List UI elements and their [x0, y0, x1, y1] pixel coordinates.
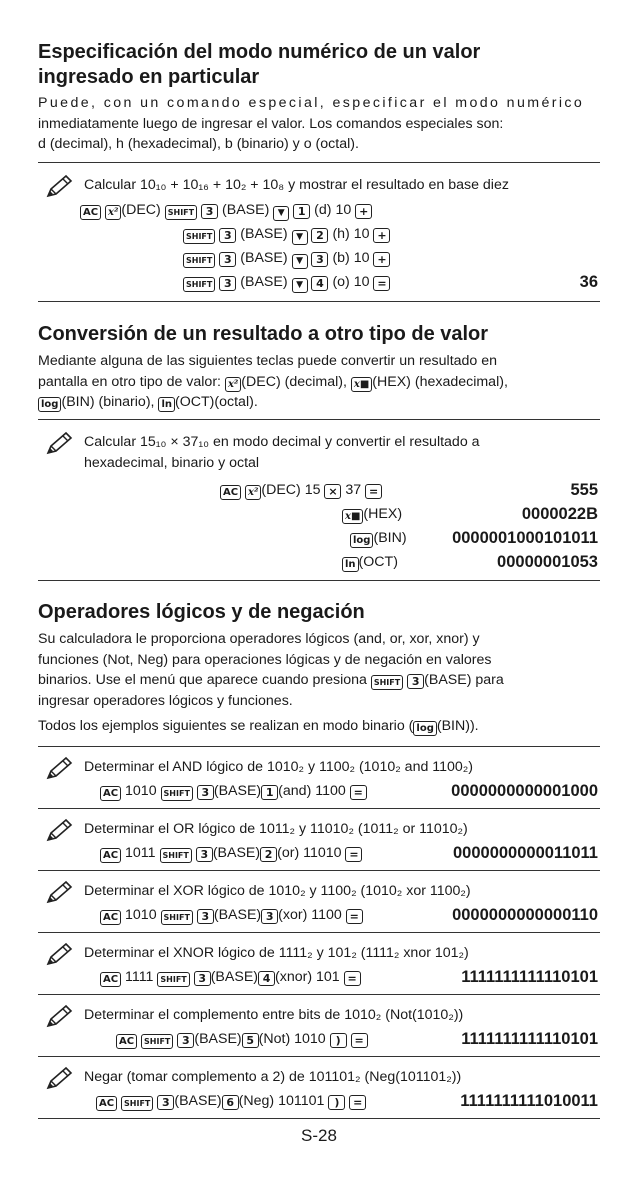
shift-key: SHIFT	[371, 675, 403, 690]
pencil-icon	[44, 818, 74, 842]
paragraph: binarios. Use el menú que aparece cuando presiona SHIFT 3 (BASE) para	[38, 672, 504, 688]
x-power-key: x■	[342, 509, 363, 524]
down-arrow-key: ▼	[292, 230, 308, 245]
ac-key: AC	[96, 1096, 117, 1111]
one-key: 1	[261, 785, 278, 800]
x-power-key: x■	[351, 377, 372, 392]
result-value: 555	[570, 481, 598, 499]
shift-key: SHIFT	[161, 786, 193, 801]
ac-key: AC	[100, 786, 121, 801]
three-key: 3	[194, 971, 211, 986]
example-title: Determinar el OR lógico de 1011₂ y 11010₂ (1011₂ or 11010₂)	[84, 821, 468, 837]
section-title: Operadores lógicos y de negación	[38, 601, 365, 623]
divider	[38, 1118, 600, 1119]
shift-key: SHIFT	[183, 229, 215, 244]
shift-key: SHIFT	[141, 1034, 173, 1049]
paragraph: Mediante alguna de las siguientes teclas puede convertir un resultado en	[38, 353, 498, 369]
ac-key: AC	[100, 910, 121, 925]
result-value: 0000001000101011	[452, 529, 598, 547]
equals-key: =	[349, 1095, 366, 1110]
four-key: 4	[258, 971, 275, 986]
key-sequence: log (BIN)	[350, 528, 407, 548]
three-key: 3	[261, 909, 278, 924]
down-arrow-key: ▼	[292, 278, 308, 293]
ln-key: ln	[158, 397, 175, 412]
key-sequence: AC x² (DEC) SHIFT 3 (BASE) ▼ 1 (d) 10 +	[80, 200, 372, 221]
result-value: 1111111111110101	[461, 968, 598, 986]
paragraph: d (decimal), h (hexadecimal), b (binario) y o (octal).	[38, 136, 359, 152]
two-key: 2	[311, 228, 328, 243]
key-sequence: x■ (HEX)	[342, 504, 402, 524]
key-sequence: AC 1111 SHIFT 3 (BASE) 4 (xnor) 101 =	[100, 967, 361, 987]
example-box	[38, 163, 600, 301]
example-title: Determinar el XNOR lógico de 1111₂ y 101₂ (1111₂ xnor 101₂)	[84, 945, 469, 961]
three-key: 3	[197, 909, 214, 924]
three-key: 3	[201, 204, 218, 219]
page-number: S-28	[301, 1126, 337, 1145]
pencil-icon	[44, 880, 74, 904]
pencil-icon	[44, 1066, 74, 1090]
pencil-icon	[44, 431, 74, 455]
shift-key: SHIFT	[160, 848, 192, 863]
equals-key: =	[346, 909, 363, 924]
times-key: ×	[324, 484, 341, 499]
result-value: 00000001053	[497, 553, 598, 571]
key-sequence: AC 1011 SHIFT 3 (BASE) 2 (or) 11010 =	[100, 843, 362, 863]
section-title: Conversión de un resultado a otro tipo de valor	[38, 323, 489, 345]
example-box	[38, 809, 600, 871]
example-box	[38, 420, 600, 580]
key-sequence: AC 1010 SHIFT 3 (BASE) 3 (xor) 1100 =	[100, 905, 363, 925]
log-key: log	[350, 533, 373, 548]
result-value: 0000022B	[521, 505, 598, 523]
rpar-key: )	[330, 1033, 347, 1048]
paragraph: funciones (Not, Neg) para operaciones lógicas y de negación en valores	[38, 651, 492, 668]
three-key: 3	[177, 1033, 194, 1048]
example-title: Calcular 15₁₀ × 37₁₀ en modo decimal y convertir el resultado a	[84, 434, 480, 450]
shift-key: SHIFT	[183, 277, 215, 292]
result-value: 0000000000011011	[452, 844, 598, 862]
one-key: 1	[293, 204, 310, 219]
pencil-icon	[44, 174, 74, 198]
equals-key: =	[373, 276, 390, 291]
ac-key: AC	[116, 1034, 137, 1049]
five-key: 5	[242, 1033, 259, 1048]
key-sequence: SHIFT 3 (BASE) ▼ 3 (b) 10 +	[183, 248, 390, 269]
shift-key: SHIFT	[165, 205, 197, 220]
three-key: 3	[219, 252, 236, 267]
paragraph: Puede, con un comando especial, especificar el modo numérico	[38, 95, 585, 111]
example-title: Determinar el XOR lógico de 1010₂ y 1100₂ (1010₂ xor 1100₂)	[84, 883, 471, 899]
pencil-icon	[44, 942, 74, 966]
ln-key: ln	[342, 557, 359, 572]
three-key: 3	[311, 252, 328, 267]
log-key: log	[38, 397, 61, 412]
equals-key: =	[351, 1033, 368, 1048]
paragraph: inmediatamente luego de ingresar el valor. Los comandos especiales son:	[38, 115, 504, 132]
four-key: 4	[311, 276, 328, 291]
x-squared-key: x²	[245, 485, 261, 500]
two-key: 2	[260, 847, 277, 862]
ac-key: AC	[220, 485, 241, 500]
x-squared-key: x²	[225, 377, 241, 392]
result-value: 1111111111010011	[460, 1092, 598, 1110]
down-arrow-key: ▼	[273, 206, 289, 221]
log-key: log	[413, 721, 436, 736]
down-arrow-key: ▼	[292, 254, 308, 269]
pencil-icon	[44, 756, 74, 780]
key-sequence: AC SHIFT 3 (BASE) 5 (Not) 1010 ) =	[116, 1029, 368, 1049]
key-sequence: SHIFT 3 (BASE) ▼ 2 (h) 10 +	[183, 224, 390, 245]
divider	[38, 580, 600, 581]
key-sequence: AC SHIFT 3 (BASE) 6 (Neg) 101101 ) =	[96, 1091, 366, 1111]
example-title: Calcular 10₁₀ + 10₁₆ + 10₂ + 10₈ y mostrar el resultado en base diez	[84, 177, 509, 193]
paragraph: ingresar operadores lógicos y funciones.	[38, 692, 293, 709]
paragraph: Su calculadora le proporciona operadores lógicos (and, or, xor, xnor) y	[38, 631, 480, 647]
example-box	[38, 747, 600, 809]
shift-key: SHIFT	[161, 910, 193, 925]
ac-key: AC	[100, 848, 121, 863]
example-title: hexadecimal, binario y octal	[84, 455, 260, 471]
equals-key: =	[345, 847, 362, 862]
rpar-key: )	[328, 1095, 345, 1110]
plus-key: +	[355, 204, 372, 219]
shift-key: SHIFT	[157, 972, 189, 987]
section-title: Especificación del modo numérico de un valor	[38, 41, 481, 63]
three-key: 3	[196, 847, 213, 862]
three-key: 3	[407, 674, 424, 689]
paragraph: log (BIN) (binario), ln (OCT)(octal).	[38, 392, 600, 413]
section-title: ingresado en particular	[38, 66, 260, 88]
result-value: 1111111111110101	[461, 1030, 598, 1048]
ac-key: AC	[100, 972, 121, 987]
ac-key: AC	[80, 205, 101, 220]
three-key: 3	[157, 1095, 174, 1110]
example-title: Determinar el AND lógico de 1010₂ y 1100₂ (1010₂ and 1100₂)	[84, 759, 474, 775]
paragraph: Todos los ejemplos siguientes se realizan en modo binario ( log (BIN)).	[38, 718, 479, 734]
x-squared-key: x²	[105, 205, 121, 220]
equals-key: =	[350, 785, 367, 800]
example-box	[38, 933, 600, 995]
example-box	[38, 1057, 600, 1119]
six-key: 6	[222, 1095, 239, 1110]
three-key: 3	[219, 276, 236, 291]
divider	[38, 301, 600, 302]
result-value: 36	[579, 273, 598, 291]
key-sequence: AC 1010 SHIFT 3 (BASE) 1 (and) 1100 =	[100, 781, 367, 801]
key-sequence: SHIFT 3 (BASE) ▼ 4 (o) 10 =	[183, 272, 390, 293]
equals-key: =	[344, 971, 361, 986]
shift-key: SHIFT	[183, 253, 215, 268]
pencil-icon	[44, 1004, 74, 1028]
result-value: 0000000000001000	[451, 782, 598, 800]
result-value: 0000000000000110	[452, 906, 598, 924]
three-key: 3	[219, 228, 236, 243]
example-title: Determinar el complemento entre bits de 1010₂ (Not(1010₂))	[84, 1007, 464, 1023]
paragraph: pantalla en otro tipo de valor: x² (DEC) (decimal), x■ (HEX) (hexadecimal),	[38, 373, 508, 390]
equals-key: =	[365, 484, 382, 499]
shift-key: SHIFT	[121, 1096, 153, 1111]
three-key: 3	[197, 785, 214, 800]
example-box	[38, 995, 600, 1057]
example-box	[38, 871, 600, 933]
plus-key: +	[373, 252, 390, 267]
plus-key: +	[373, 228, 390, 243]
example-title: Negar (tomar complemento a 2) de 101101₂ (Neg(101101₂))	[84, 1069, 462, 1085]
key-sequence: ln (OCT)	[342, 552, 398, 572]
key-sequence: AC x² (DEC) 15 × 37 =	[220, 480, 382, 500]
